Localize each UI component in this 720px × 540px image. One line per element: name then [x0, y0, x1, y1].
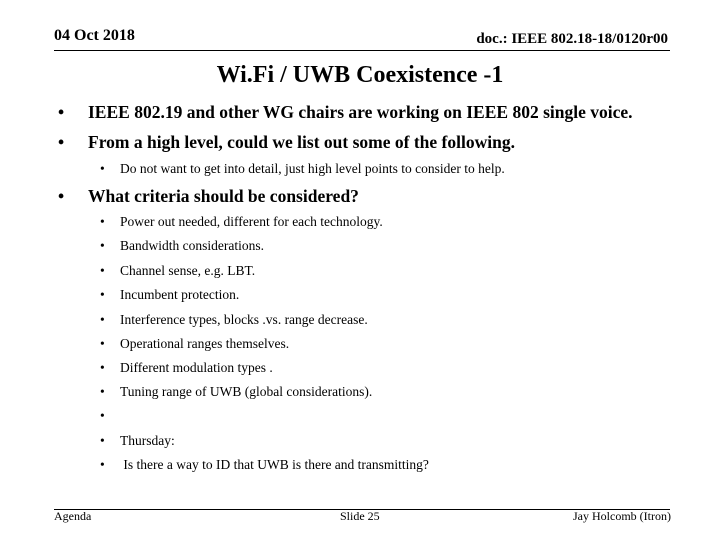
bullet-text: What criteria should be considered? [88, 186, 359, 206]
header-date: 04 Oct 2018 [54, 27, 135, 44]
criteria-text: Channel sense, e.g. LBT. [120, 263, 256, 278]
bullet-marker: • [100, 287, 105, 302]
slide-title: Wi.Fi / UWB Coexistence -1 [216, 62, 504, 88]
header-divider [54, 50, 670, 51]
bullet-marker: • [58, 186, 65, 206]
criteria-text: Is there a way to ID that UWB is there and transmitting? [120, 457, 429, 472]
bullet-marker: • [100, 312, 105, 327]
criteria-text: Operational ranges themselves. [120, 336, 290, 351]
bullet-marker: • [100, 214, 105, 229]
footer-left: Agenda [54, 509, 92, 523]
footer-author: Jay Holcomb (Itron) [573, 509, 671, 523]
bullet-marker: • [100, 360, 105, 375]
criteria-text: Bandwidth considerations. [120, 238, 264, 253]
bullet-marker: • [100, 457, 105, 472]
bullet-marker: • [100, 336, 105, 351]
bullet-text: IEEE 802.19 and other WG chairs are working on IEEE 802 single voice. [88, 102, 633, 122]
bullet-marker: • [100, 408, 105, 423]
bullet-marker: • [100, 263, 105, 278]
criteria-text: Thursday: [120, 433, 175, 448]
bullet-marker: • [100, 161, 105, 176]
criteria-text: Tuning range of UWB (global considerations). [120, 384, 373, 399]
bullet-marker: • [100, 433, 105, 448]
bullet-text: From a high level, could we list out some of the following. [88, 132, 515, 152]
bullet-marker: • [58, 102, 65, 122]
bullet-marker: • [58, 132, 65, 152]
slide-number: Slide 25 [340, 509, 380, 523]
sub-bullet-text: Do not want to get into detail, just high level points to consider to help. [120, 161, 505, 176]
bullet-marker: • [100, 238, 105, 253]
criteria-text: Power out needed, different for each technology. [120, 214, 383, 229]
criteria-text: Incumbent protection. [120, 287, 240, 302]
bullet-marker: • [100, 384, 105, 399]
header-doc-id: doc.: IEEE 802.18-18/0120r00 [476, 31, 668, 47]
criteria-text: Interference types, blocks .vs. range decrease. [120, 312, 368, 327]
criteria-text: Different modulation types . [120, 360, 273, 375]
